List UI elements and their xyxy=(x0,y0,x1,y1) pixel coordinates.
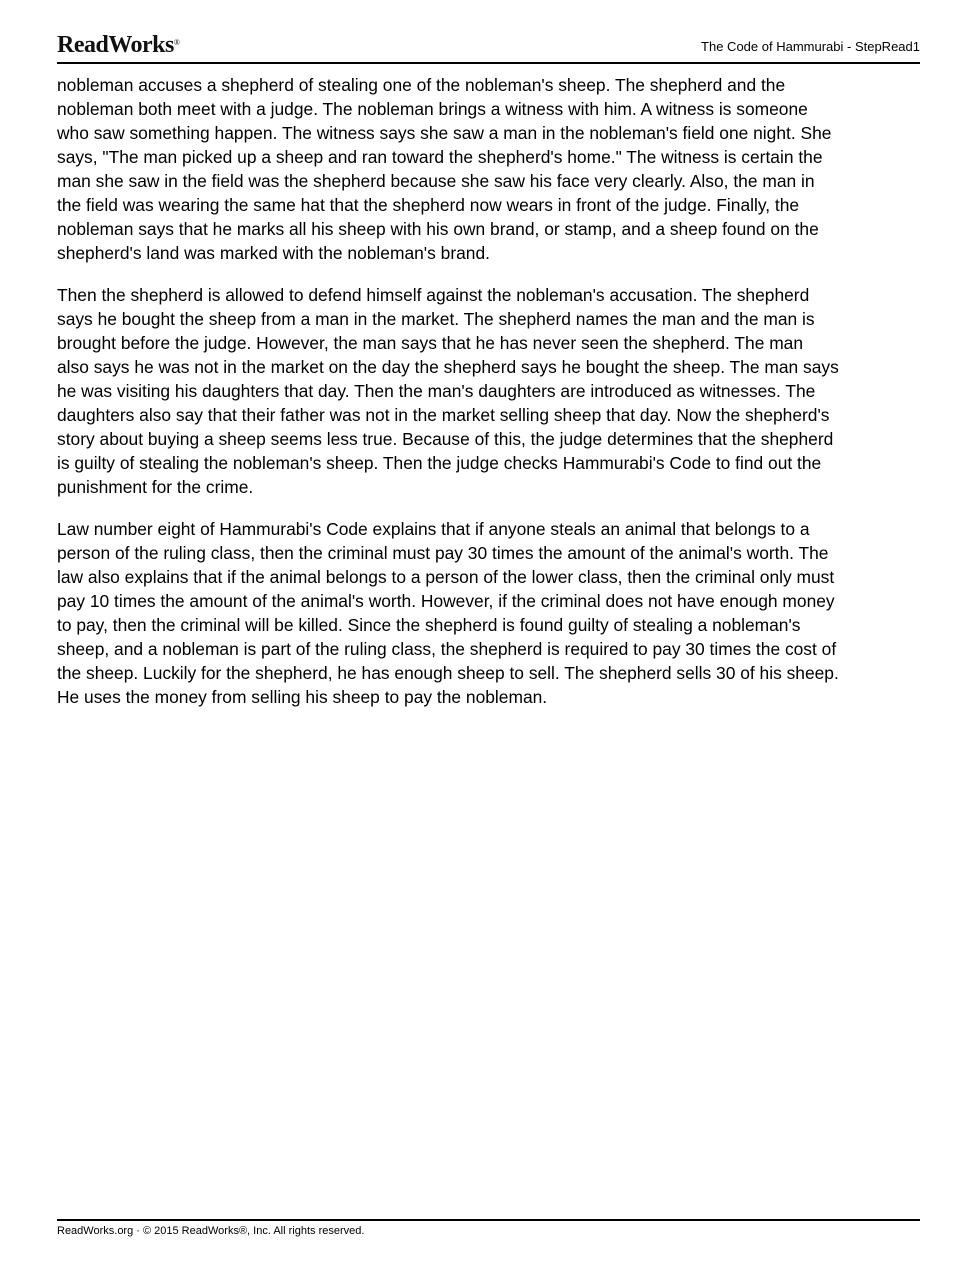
text-line: punishment for the crime. xyxy=(57,477,254,497)
text-line: man she saw in the field was the shepherd because she saw his face very clearly. Also, the man in xyxy=(57,171,815,191)
text-line: the field was wearing the same hat that the shepherd now wears in front of the judge. Finally, the xyxy=(57,195,800,215)
text-line: he was visiting his daughters that day. Then the man's daughters are introduced as witnesses. The xyxy=(57,381,816,401)
text-line: person of the ruling class, then the criminal must pay 30 times the amount of the animal's worth. The xyxy=(57,543,829,563)
text-line: Then the shepherd is allowed to defend himself against the nobleman's accusation. The shepherd xyxy=(57,285,810,305)
text-line: Law number eight of Hammurabi's Code explains that if anyone steals an animal that belongs to a xyxy=(57,519,810,539)
logo-text: ReadWorks xyxy=(57,32,174,58)
text-line: daughters also say that their father was not in the market selling sheep that day. Now the shepherd's xyxy=(57,405,830,425)
paragraph-2 xyxy=(57,283,923,499)
text-line: says, "The man picked up a sheep and ran toward the shepherd's home." The witness is certain the xyxy=(57,147,823,167)
page-header xyxy=(57,30,920,64)
text-line: the sheep. Luckily for the shepherd, he has enough sheep to sell. The shepherd sells 30 of his sheep. xyxy=(57,663,839,683)
text-line: also says he was not in the market on the day the shepherd says he bought the sheep. The man says xyxy=(57,357,839,377)
copyright-text: ReadWorks.org · © 2015 ReadWorks®, Inc. All rights reserved. xyxy=(57,1225,365,1237)
text-line: pay 10 times the amount of the animal's worth. However, if the criminal does not have enough money xyxy=(57,591,835,611)
text-line: shepherd's land was marked with the nobleman's brand. xyxy=(57,243,490,263)
text-line: who saw something happen. The witness says she saw a man in the nobleman's field one night. She xyxy=(57,123,832,143)
logo-registered-mark: ® xyxy=(173,38,180,47)
document-title: The Code of Hammurabi - StepRead1 xyxy=(701,39,920,54)
text-line: story about buying a sheep seems less true. Because of this, the judge determines that the shepherd xyxy=(57,429,834,449)
paragraph-1 xyxy=(57,73,923,265)
text-line: nobleman both meet with a judge. The nobleman brings a witness with him. A witness is someone xyxy=(57,99,808,119)
readworks-logo xyxy=(57,33,179,57)
page-footer xyxy=(57,1219,920,1238)
paragraph-3 xyxy=(57,517,923,709)
text-line: to pay, then the criminal will be killed. Since the shepherd is found guilty of stealing a nobleman's xyxy=(57,615,801,635)
text-line: nobleman says that he marks all his sheep with his own brand, or stamp, and a sheep found on the xyxy=(57,219,819,239)
text-line: He uses the money from selling his sheep to pay the nobleman. xyxy=(57,687,548,707)
text-line: nobleman accuses a shepherd of stealing one of the nobleman's sheep. The shepherd and the xyxy=(57,75,786,95)
text-line: says he bought the sheep from a man in the market. The shepherd names the man and the man is xyxy=(57,309,815,329)
text-line: is guilty of stealing the nobleman's sheep. Then the judge checks Hammurabi's Code to find out the xyxy=(57,453,822,473)
article-body xyxy=(57,73,923,727)
text-line: law also explains that if the animal belongs to a person of the lower class, then the criminal only must xyxy=(57,567,835,587)
text-line: sheep, and a nobleman is part of the ruling class, the shepherd is required to pay 30 times the cost of xyxy=(57,639,837,659)
text-line: brought before the judge. However, the man says that he has never seen the shepherd. The man xyxy=(57,333,804,353)
